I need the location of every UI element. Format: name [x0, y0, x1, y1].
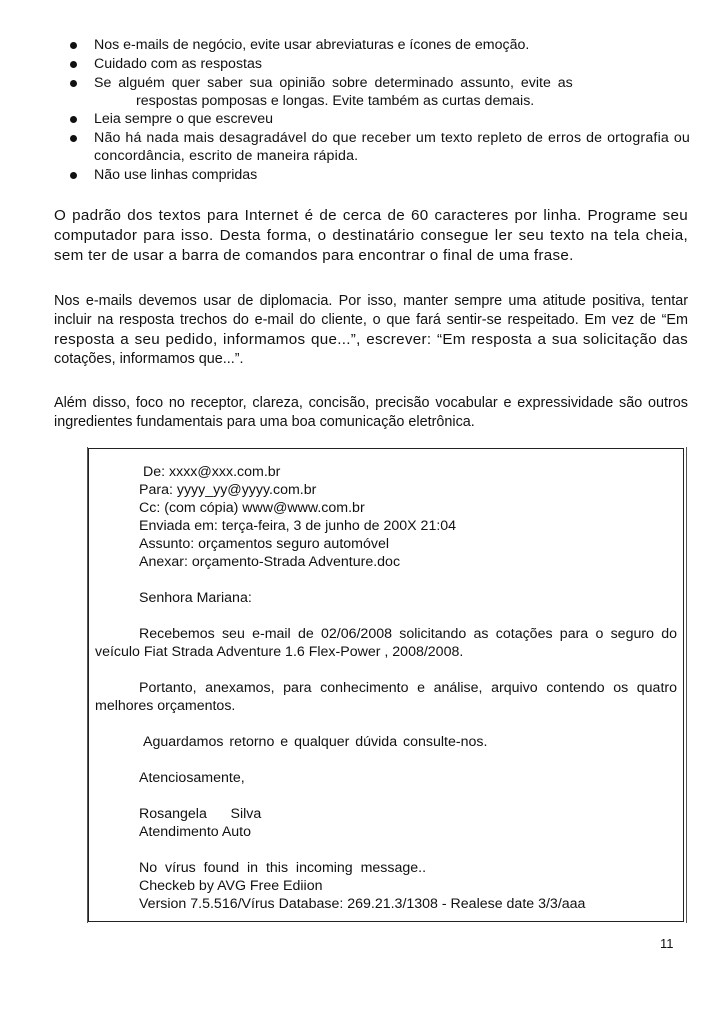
email-subject: Assunto: orçamentos seguro automóvel: [139, 536, 389, 552]
list-item-text: Se alguém quer saber sua opinião sobre determinado assunto, evite as: [94, 75, 573, 91]
email-sent-date: Enviada em: terça-feira, 3 de junho de 200X 21:04: [139, 518, 457, 534]
email-paragraph: Portanto, anexamos, para conhecimento e análise, arquivo contendo os quatro melhores orçamentos.: [95, 680, 677, 714]
email-to: Para: yyyy_yy@yyyy.com.br: [139, 482, 317, 498]
list-item-continuation: respostas pomposas e longas. Evite também as curtas demais.: [136, 93, 535, 109]
email-virus-notice: Checkeb by AVG Free Ediion: [139, 878, 323, 894]
paragraph-text: cotações, informamos que...”.: [54, 351, 244, 367]
page-number: 11: [660, 936, 674, 951]
email-virus-notice: Version 7.5.516/Vírus Database: 269.21.3/1308 - Realese date 3/3/aaa: [139, 896, 586, 912]
email-signature-department: Atendimento Auto: [139, 824, 252, 840]
paragraph-line-length: [54, 206, 688, 266]
list-item: [68, 110, 690, 128]
paragraph-diplomacy: [54, 292, 688, 369]
email-virus-notice: No vírus found in this incoming message..: [139, 860, 427, 876]
email-closing: Atenciosamente,: [139, 770, 245, 786]
paragraph-ingredients: [54, 394, 688, 432]
list-item: [68, 166, 690, 184]
email-cc: Cc: (com cópia) www@www.com.br: [139, 500, 365, 516]
paragraph-text: resposta a seu pedido, informamos que...”, escrever: “Em resposta a sua solicitação das: [54, 331, 688, 348]
email-paragraph: Aguardamos retorno e qualquer dúvida consulte-nos.: [143, 734, 488, 750]
list-item: [68, 129, 690, 165]
email-attachment: Anexar: orçamento-Strada Adventure.doc: [139, 554, 401, 570]
tips-list: [68, 36, 690, 184]
email-body: [95, 463, 677, 913]
paragraph-text: O padrão dos textos para Internet é de cerca de 60 caracteres por linha. Programe seu computador para isso. Desta forma, o destinatário consegue ler seu texto na tela cheia, sem ter de usar a barra de comandos para encontrar o final de uma frase.: [54, 207, 688, 264]
list-item-text: Leia sempre o que escreveu: [94, 111, 274, 127]
email-example-box: [88, 448, 684, 922]
paragraph-text: Nos e-mails devemos usar de diplomacia. Por isso, manter sempre uma atitude positiva, tentar incluir na resposta trechos do e-mail do cliente, o que fará sentir-se respeitado. Em vez de “Em: [54, 293, 688, 328]
email-from: De: xxxx@xxx.com.br: [143, 464, 281, 480]
email-paragraph: Recebemos seu e-mail de 02/06/2008 solicitando as cotações para o seguro do veículo Fiat Strada Adventure 1.6 Flex-Power , 2008/2008.: [95, 626, 677, 660]
paragraph-text: Além disso, foco no receptor, clareza, concisão, precisão vocabular e expressividade são outros ingredientes fundamentais para uma boa comunicação eletrônica.: [54, 395, 688, 430]
email-signature-name: Rosangela Silva: [139, 806, 262, 822]
list-item-text: Não use linhas compridas: [94, 167, 258, 183]
list-item: [68, 36, 690, 54]
email-greeting: Senhora Mariana:: [139, 590, 252, 606]
list-item-text: Não há nada mais desagradável do que receber um texto repleto de erros de ortografia ou concordância, escrito de maneira rápida.: [94, 130, 690, 164]
list-item: [68, 74, 690, 110]
list-item: [68, 55, 690, 73]
list-item-text: Cuidado com as respostas: [94, 56, 262, 72]
list-item-text: Nos e-mails de negócio, evite usar abreviaturas e ícones de emoção.: [94, 37, 530, 53]
